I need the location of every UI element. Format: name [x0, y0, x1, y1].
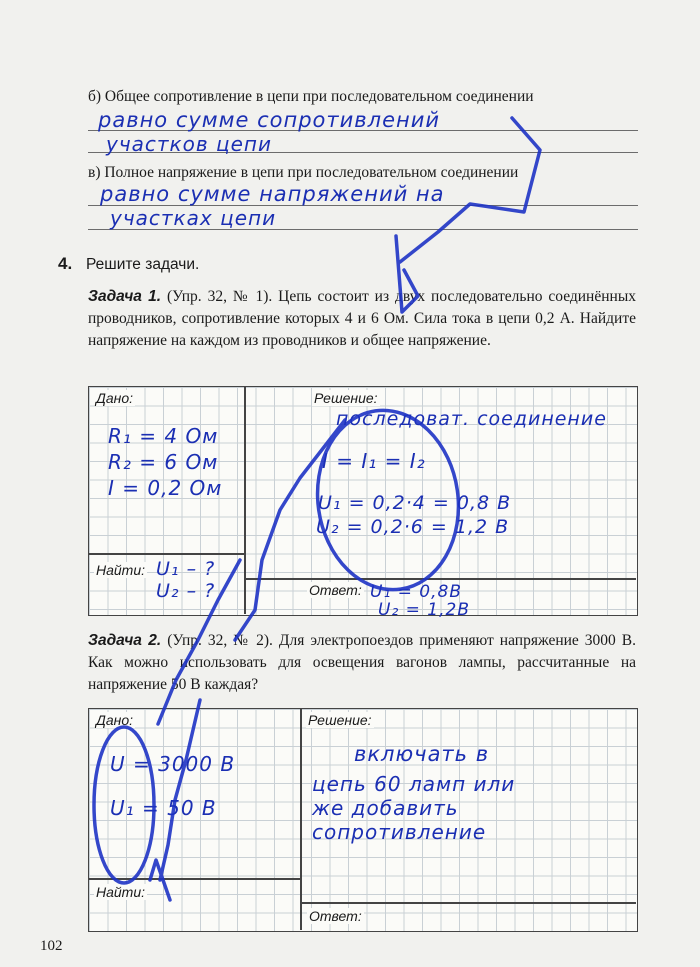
- task2-find-label: Найти:: [96, 884, 146, 900]
- handwritten-solution: цепь 60 ламп или: [312, 772, 516, 796]
- handwritten-solution: сопротивление: [312, 820, 487, 844]
- task1-answer-label: Ответ:: [309, 582, 362, 598]
- handwritten-solution: включать в: [354, 742, 490, 766]
- task1-find-label: Найти:: [96, 562, 146, 578]
- handwritten-solution: U₁ = 0,2·4 = 0,8 В: [318, 492, 512, 514]
- handwritten-given: U₁ = 50 В: [110, 796, 217, 820]
- scribble-stroke: [400, 118, 540, 262]
- handwritten-find: U₂ – ?: [156, 580, 216, 602]
- task1-text: (Упр. 32, № 1). Цепь состоит из двух последовательно соединённых проводников, сопротивление которых 4 и 6 Ом. Сила тока в цепи 0,2 А. Найдите напряжение на каждом из проводников и общее напряжение.: [88, 288, 636, 349]
- task1-solution-label: Решение:: [314, 390, 378, 406]
- task2-solution-label: Решение:: [308, 712, 372, 728]
- handwritten-given: R₂ = 6 Ом: [108, 450, 219, 474]
- exercise-number: 4.: [58, 254, 73, 273]
- handwritten-given: R₁ = 4 Ом: [108, 424, 219, 448]
- handwritten-answer-b1: равно сумме сопротивлений: [98, 108, 441, 132]
- exercise-title: Решите задачи.: [86, 256, 200, 273]
- question-v-prompt: в) Полное напряжение в цепи при последовательном соединении: [88, 164, 519, 181]
- task2-answer-label: Ответ:: [309, 908, 362, 924]
- page-number: 102: [40, 938, 63, 954]
- handwritten-answer: U₁ = 0,8В: [370, 582, 463, 602]
- handwritten-answer-b2: участков цепи: [106, 132, 273, 156]
- scribble-stroke: [94, 727, 154, 883]
- handwritten-solution: последоват. соединение: [336, 408, 607, 430]
- scribble-stroke: [235, 420, 345, 640]
- task2-label: Задача 2.: [88, 632, 162, 649]
- handwritten-solution: U₂ = 0,2·6 = 1,2 В: [316, 516, 510, 538]
- question-b-prompt: б) Общее сопротивление в цепи при последовательном соединении: [88, 88, 534, 105]
- task1-label: Задача 1.: [88, 288, 162, 305]
- scribble-stroke: [160, 700, 200, 880]
- handwritten-solution: же добавить: [312, 796, 459, 820]
- task2-given-label: Дано:: [96, 712, 134, 728]
- task2-text: (Упр. 32, № 2). Для электропоездов применяют напряжение 3000 В. Как можно использовать для освещения вагонов лампы, рассчитанные на напряжение 50 В каждая?: [88, 632, 636, 693]
- handwritten-given: I = 0,2 Ом: [108, 476, 223, 500]
- handwritten-answer-v1: равно сумме напряжений на: [100, 182, 445, 206]
- handwritten-given: U = 3000 В: [110, 752, 236, 776]
- scribble-stroke: [306, 401, 470, 599]
- handwritten-find: U₁ – ?: [156, 558, 216, 580]
- scribble-stroke: [396, 236, 418, 312]
- handwritten-solution: I = I₁ = I₂: [322, 449, 426, 473]
- task1-given-label: Дано:: [96, 390, 134, 406]
- handwritten-answer: U₂ = 1,2В: [378, 600, 471, 620]
- handwritten-answer-v2: участках цепи: [110, 206, 277, 230]
